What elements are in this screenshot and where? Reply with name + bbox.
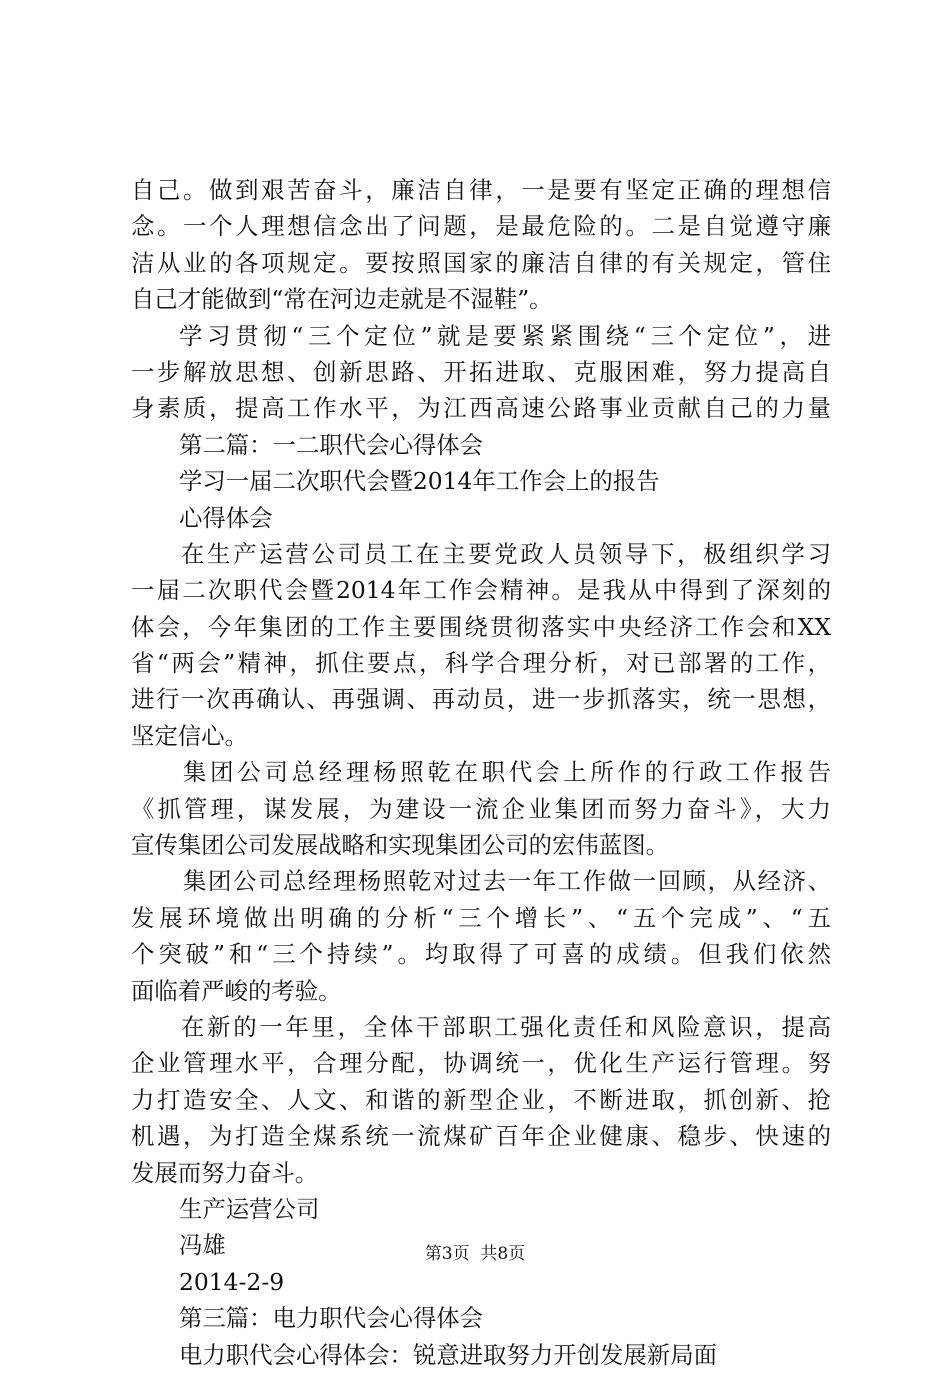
text-line: 进行一次再确认、再强调、再动员，进一步抓落实，统一思想， <box>131 685 831 714</box>
text-line: 学习一届二次职代会暨2014年工作会上的报告 <box>179 467 660 496</box>
text-line: 生产运营公司 <box>179 1194 320 1223</box>
text-line: 体会，今年集团的工作主要围绕贯彻落实中央经济工作会和XX <box>131 612 831 641</box>
page-total: 共8页 <box>480 1244 526 1264</box>
text-line: 身素质，提高工作水平，为江西高速公路事业贡献自己的力量 <box>131 394 831 423</box>
text-line: 在新的一年里，全体干部职工强化责任和风险意识，提高 <box>181 1012 831 1041</box>
text-line: 企业管理水平，合理分配，协调统一，优化生产运行管理。努 <box>131 1049 831 1078</box>
page-footer <box>0 1243 950 1265</box>
page-number: 第3页 <box>424 1244 470 1264</box>
text-line: 集团公司总经理杨照乾在职代会上所作的行政工作报告 <box>183 758 831 787</box>
text-line: 电力职代会心得体会：锐意进取努力开创发展新局面 <box>179 1340 717 1369</box>
text-line: 一步解放思想、创新思路、开拓进取、克服困难，努力提高自 <box>131 357 831 386</box>
text-line: 集团公司总经理杨照乾对过去一年工作做一回顾，从经济、 <box>183 867 831 896</box>
document-body <box>131 172 831 1373</box>
text-line: 自己才能做到“常在河边走就是不湿鞋”。 <box>131 285 553 314</box>
footer-separator <box>470 1244 481 1264</box>
text-line: 《抓管理，谋发展，为建设一流企业集团而努力奋斗》，大力 <box>131 794 831 823</box>
text-line: 学习贯彻“三个定位”就是要紧紧围绕“三个定位”，进 <box>179 321 831 350</box>
text-line: 个突破”和“三个持续”。均取得了可喜的成绩。但我们依然 <box>131 940 831 969</box>
text-line: 面临着严峻的考验。 <box>131 976 342 1005</box>
text-line: 省“两会”精神，抓住要点，科学合理分析，对已部署的工作， <box>131 649 831 678</box>
text-line: 2014-2-9 <box>179 1267 285 1296</box>
text-line: 冯雄 <box>179 1231 226 1260</box>
text-line: 洁从业的各项规定。要按照国家的廉洁自律的有关规定，管住 <box>131 248 831 277</box>
text-line: 第三篇：电力职代会心得体会 <box>179 1304 484 1333</box>
text-line: 力打造安全、人文、和谐的新型企业，不断进取，抓创新、抢 <box>131 1085 831 1114</box>
text-line: 机遇，为打造全煤系统一流煤矿百年企业健康、稳步、快速的 <box>131 1122 831 1151</box>
text-line: 宣传集团公司发展战略和实现集团公司的宏伟蓝图。 <box>131 831 669 860</box>
text-line: 心得体会 <box>179 503 273 532</box>
text-line: 发展而努力奋斗。 <box>131 1158 319 1187</box>
text-line: 发展环境做出明确的分析“三个增长”、“五个完成”、“五 <box>131 903 831 932</box>
text-line: 自己。做到艰苦奋斗，廉洁自律，一是要有坚定正确的理想信 <box>131 176 831 204</box>
text-line: 第二篇：一二职代会心得体会 <box>179 430 484 459</box>
text-line: 一届二次职代会暨2014年工作会精神。是我从中得到了深刻的 <box>131 576 831 605</box>
text-line: 坚定信心。 <box>131 721 248 750</box>
text-line: 在生产运营公司员工在主要党政人员领导下，极组织学习 <box>181 539 831 568</box>
text-line: 念。一个人理想信念出了问题，是最危险的。二是自觉遵守廉 <box>131 212 831 241</box>
